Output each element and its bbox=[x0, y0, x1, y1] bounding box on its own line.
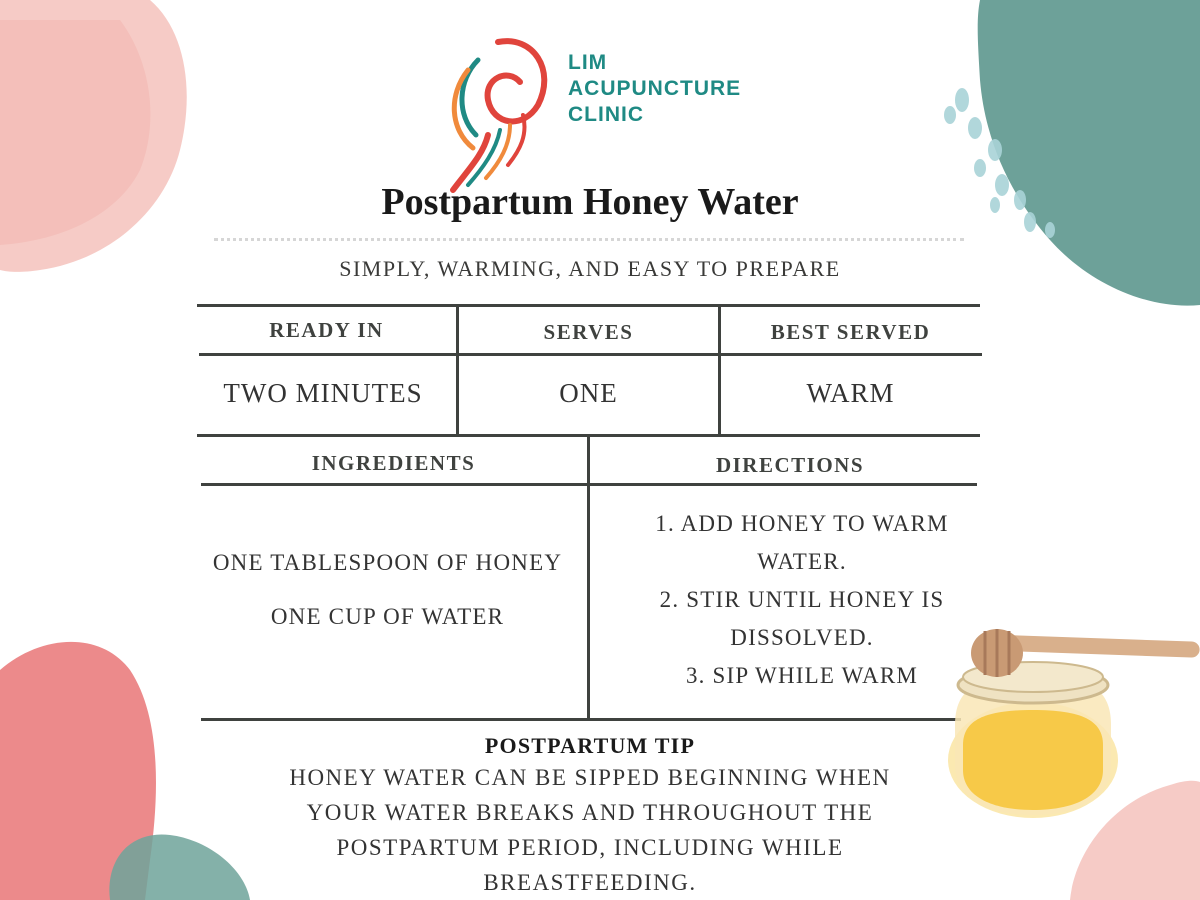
direction-line: 3. SIP WHILE WARM bbox=[685, 663, 919, 688]
ready-in-header: READY IN bbox=[269, 318, 384, 342]
ingredients-directions-divider bbox=[587, 436, 590, 720]
ingredients-header: INGREDIENTS bbox=[311, 451, 476, 475]
clinic-name-line-2: ACUPUNCTURE bbox=[568, 77, 742, 100]
tip-line: YOUR WATER BREAKS AND THROUGHOUT THE bbox=[306, 800, 874, 825]
serves-header: SERVES bbox=[543, 320, 634, 344]
clinic-name bbox=[568, 50, 741, 128]
section-header-rule bbox=[201, 483, 977, 486]
pink-watercolor-blob-top-left bbox=[0, 0, 200, 280]
serves-value: ONE bbox=[559, 378, 618, 408]
section-bottom-rule bbox=[201, 718, 961, 721]
summary-top-rule bbox=[197, 304, 980, 307]
tip-line: HONEY WATER CAN BE SIPPED BEGINNING WHEN bbox=[289, 765, 891, 790]
tip-line: POSTPARTUM PERIOD, INCLUDING WHILE bbox=[336, 835, 844, 860]
ingredient-item: ONE TABLESPOON OF HONEY bbox=[212, 550, 563, 575]
ingredients-list bbox=[190, 536, 585, 644]
clinic-name-line-3: CLINIC bbox=[568, 103, 644, 126]
ingredient-item: ONE CUP OF WATER bbox=[270, 604, 505, 629]
direction-line: 2. STIR UNTIL HONEY IS bbox=[659, 587, 945, 612]
direction-line: 1. ADD HONEY TO WARM bbox=[655, 511, 949, 536]
summary-header-rule bbox=[199, 353, 982, 356]
red-watercolor-blob-bottom-left bbox=[0, 630, 260, 900]
directions-header: DIRECTIONS bbox=[715, 453, 865, 477]
direction-line: WATER. bbox=[757, 549, 847, 574]
dotted-divider bbox=[214, 238, 964, 241]
clinic-name-line-1: LIM bbox=[568, 51, 608, 74]
best-served-header: BEST SERVED bbox=[770, 320, 931, 344]
best-served-value: WARM bbox=[806, 378, 895, 408]
ready-in-value: TWO MINUTES bbox=[223, 378, 423, 408]
direction-line: DISSOLVED. bbox=[730, 625, 874, 650]
postpartum-tip-text bbox=[260, 760, 920, 900]
tip-line: BREASTFEEDING. bbox=[483, 870, 697, 895]
phoenix-logo-icon bbox=[438, 30, 558, 195]
honey-jar-with-dipper-icon bbox=[945, 615, 1200, 820]
postpartum-tip-title: POSTPARTUM TIP bbox=[484, 733, 696, 758]
recipe-subtitle: SIMPLY, WARMING, AND EASY TO PREPARE bbox=[339, 256, 841, 281]
recipe-title: Postpartum Honey Water bbox=[381, 181, 799, 223]
